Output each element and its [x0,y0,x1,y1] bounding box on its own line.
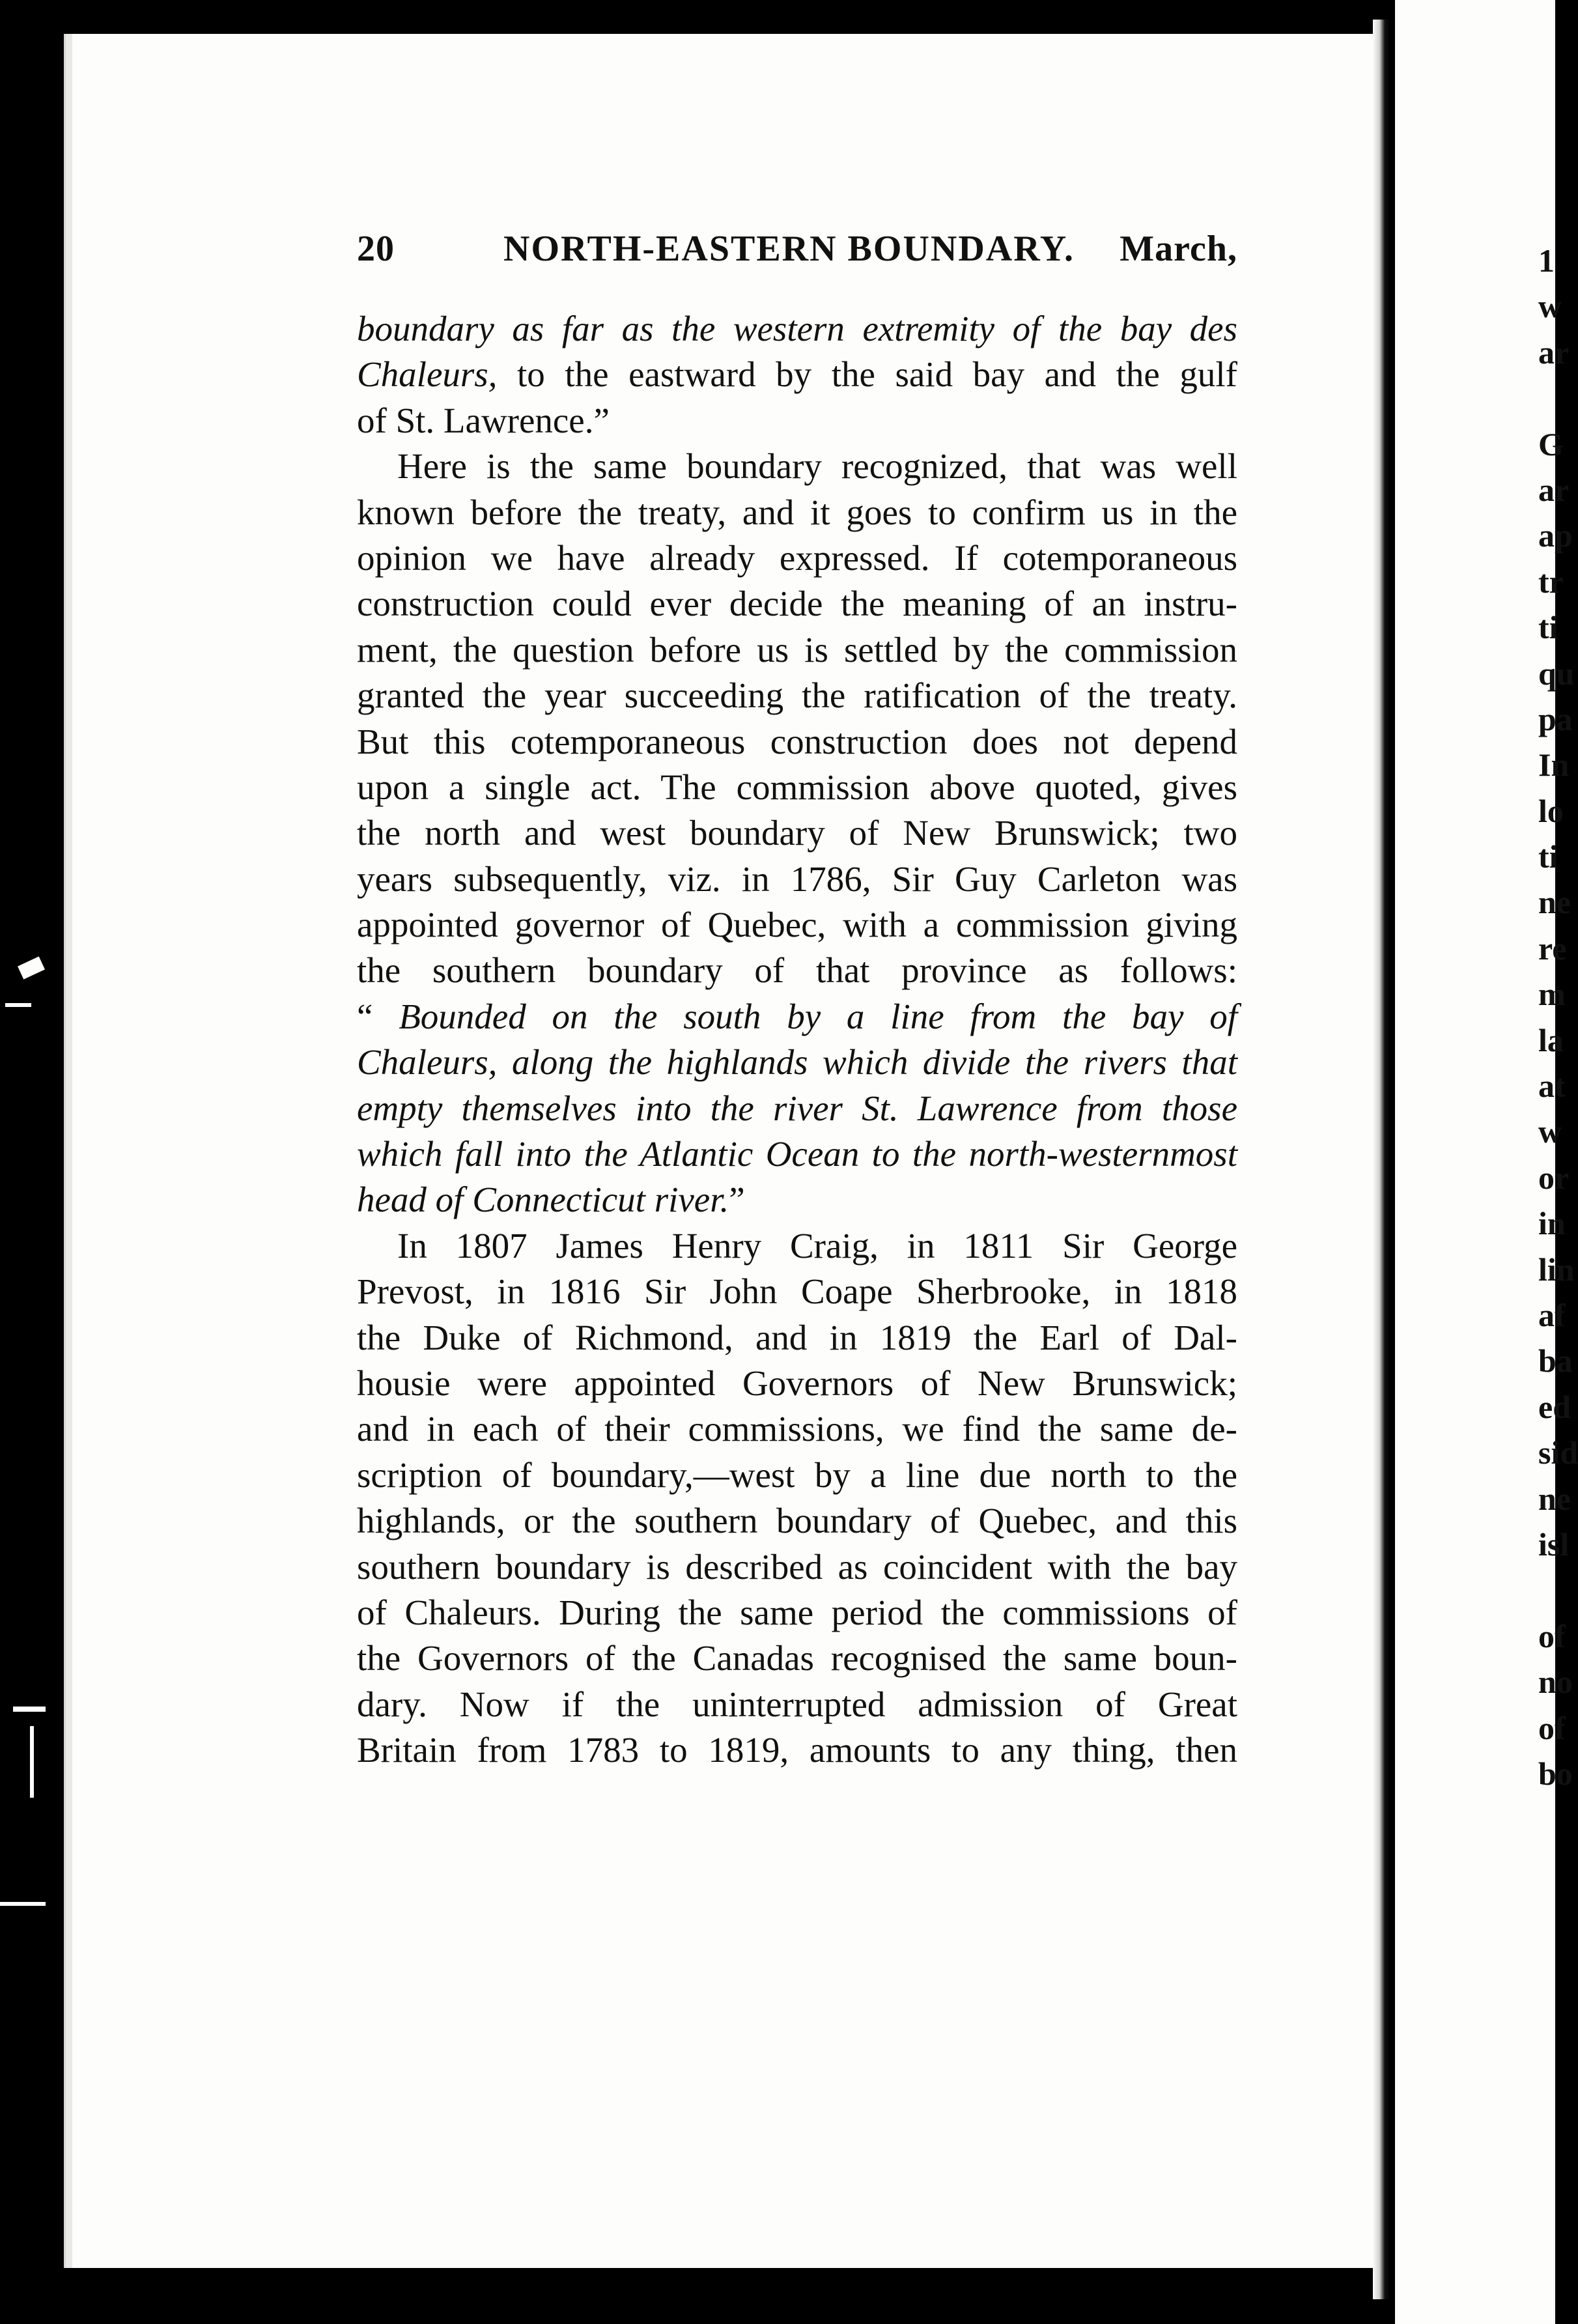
right-page-fragment: lin [1538,1251,1575,1288]
text-line: the north and west boundary of New Brunswick; two [357,813,1237,853]
right-page-fragment: af [1538,1296,1566,1333]
text-line: ment, the question before us is settled by the commission [357,629,1237,670]
text-line [357,306,1237,352]
right-page-text [1538,238,1578,1796]
right-page-fragment: ap [1538,517,1573,554]
text-line: known before the treaty, and it goes to confirm us in the [357,492,1237,532]
text-line: of Chaleurs. During the same period the commissions of [357,1592,1237,1632]
text-line: Britain from 1783 to 1819, amounts to any thing, then [357,1730,1237,1770]
right-page-fragment: re [1538,929,1567,967]
margin-fragment [30,1726,34,1798]
text-line: southern boundary is described as coincident with the bay [357,1546,1237,1587]
right-page-fragment: w [1538,1113,1562,1150]
right-page-fragment: m [1538,976,1566,1013]
right-page-fragment: sid [1538,1434,1578,1471]
italic-text: Chaleurs, [357,354,498,395]
right-page-fragment: ar [1538,333,1570,371]
text-line: granted the year succeeding the ratification of the treaty. [357,675,1237,716]
text-line [357,1177,1237,1223]
text-line: opinion we have already expressed. If cotemporaneous [357,537,1237,578]
right-page-fragment: ne [1538,884,1571,921]
page-number: 20 [357,229,395,269]
italic-text: boundary as far as the western extremity of the bay des [357,309,1237,348]
margin-fragment [0,1902,46,1906]
right-page [1395,0,1555,2324]
right-page-fragment [1538,1567,1564,1613]
opening-quote: “ [357,996,399,1036]
text-line: and in each of their commissions, we find the same de- [357,1409,1237,1449]
right-page-fragment: tr [1538,563,1564,600]
right-page-fragment [1538,375,1564,421]
page-gutter [1373,20,1390,2299]
italic-text: head of Connecticut river. [357,1180,729,1220]
text-line: the southern boundary of that province as follows: [357,950,1237,991]
right-page-fragment: ti [1538,609,1558,646]
text-line: highlands, or the southern boundary of Quebec, and this [357,1501,1237,1541]
text-line: Here is the same boundary recognized, that was well [397,446,1237,487]
right-page-fragment: 1 [1538,242,1555,279]
right-page-fragment: ar [1538,471,1570,508]
right-page-fragment: lo [1538,792,1564,829]
running-title: NORTH-EASTERN BOUNDARY. [503,229,1075,269]
margin-fragment [18,956,45,979]
closing-quote: ” [729,1180,745,1220]
right-page-fragment: or [1538,1159,1570,1196]
text-line: of St. Lawrence.” [357,400,610,440]
body-text [357,306,1237,1774]
text-line: the Governors of the Canadas recognised the same boun- [357,1638,1237,1679]
right-page-fragment: la [1538,1021,1564,1058]
text-line: construction could ever decide the meaning of an instru- [357,584,1237,624]
right-page-fragment: G [1538,425,1564,462]
text-line: scription of boundary,—west by a line due north to the [357,1454,1237,1495]
italic-text: empty themselves into the river St. Lawrence from those [357,1088,1237,1128]
text-line: Prevost, in 1816 Sir John Coape Sherbrooke, in 1818 [357,1271,1237,1312]
italic-text: which fall into the Atlantic Ocean to the north-westernmost [357,1134,1237,1174]
right-page-fragment: no [1538,1664,1573,1701]
right-page-fragment: ba [1538,1342,1573,1380]
text-line: But this cotemporaneous construction does not depend [357,721,1237,761]
right-page-fragment: In [1538,746,1570,784]
roman-text: to the eastward by the said bay and the gulf [497,354,1237,395]
text-line: housie were appointed Governors of New Brunswick; [357,1363,1237,1403]
text-line [357,1086,1237,1131]
right-page-fragment: bo [1538,1755,1573,1792]
text-line [357,1131,1237,1177]
italic-text: Bounded on the south by a line from the bay of [399,996,1237,1036]
right-page-fragment: in [1538,1205,1566,1242]
right-page-fragment: ne [1538,1480,1571,1517]
right-page-fragment: pa [1538,700,1573,737]
text-line [357,352,1237,397]
text-line: appointed governor of Quebec, with a commission giving [357,905,1237,945]
running-month: March, [1120,229,1237,269]
right-page-fragment: at [1538,1068,1566,1105]
text-line: years subsequently, viz. in 1786, Sir Guy Carleton was [357,858,1237,899]
margin-fragment [13,1707,46,1712]
running-head [357,228,1237,287]
right-page-fragment: of [1538,1617,1566,1654]
right-page-fragment: of [1538,1709,1566,1746]
text-line [357,994,1237,1040]
right-page-fragment: qu [1538,655,1575,692]
text-line: upon a single act. The commission above quoted, gives [357,767,1237,807]
right-page-fragment: ti [1538,838,1558,875]
text-line [357,1040,1237,1085]
right-page-fragment: w [1538,288,1562,325]
right-page-fragment: isl [1538,1525,1570,1563]
italic-text: Chaleurs, along the highlands which divide the rivers that [357,1042,1237,1083]
text-line: dary. Now if the uninterrupted admission of Great [357,1684,1237,1724]
margin-fragment [5,1003,31,1007]
right-page-fragment: ed [1538,1388,1571,1425]
text-line: the Duke of Richmond, and in 1819 the Earl of Dal- [357,1317,1237,1357]
text-line: In 1807 James Henry Craig, in 1811 Sir George [397,1225,1237,1266]
